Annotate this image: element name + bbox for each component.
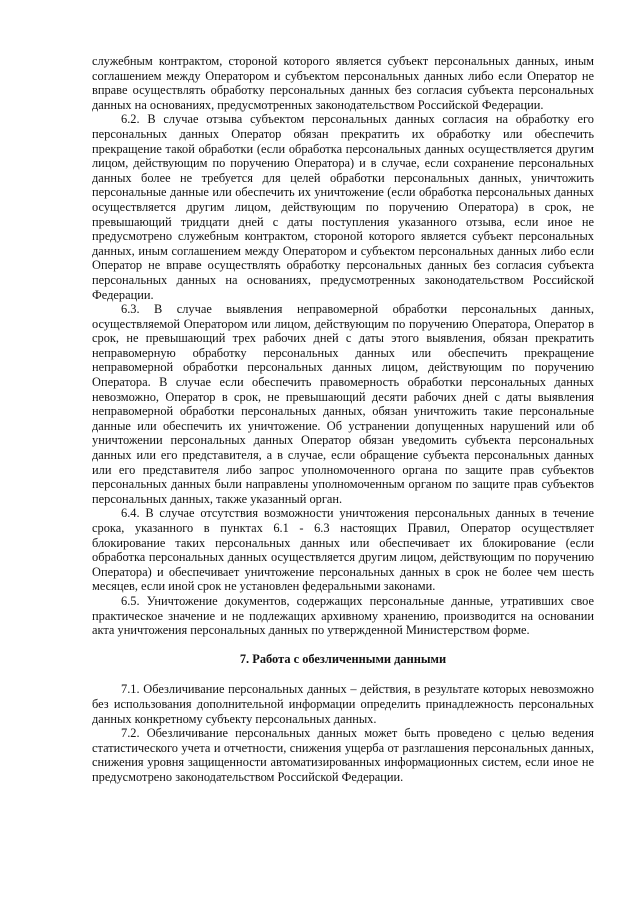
paragraph-6-4: 6.4. В случае отсутствия возможности уничтожения персональных данных в течение срока, указанного в пунктах 6.1 - 6.3 настоящих Правил, Оператор осуществляет блокирование таких персональных данных или обеспечивает их блокирование (если обработка персональных данных осуществляется другим лицом, действующим по поручению Оператора) и обеспечивает уничтожение персональных данных в срок не более чем шесть месяцев, если иной срок не установлен федеральными законами. [92, 506, 594, 594]
paragraph-6-5: 6.5. Уничтожение документов, содержащих персональные данные, утративших свое практическое значение и не подлежащих архивному хранению, производится на основании акта уничтожения персональных данных по утвержденной Министерством форме. [92, 593, 594, 638]
paragraph-7-2: 7.2. Обезличивание персональных данных может быть проведено с целью ведения статистического учета и отчетности, снижения ущерба от разглашения персональных данных, снижения уровня защищенности автоматизированных информационных систем, если иное не предусмотрено законодательством Российской Федерации. [92, 726, 594, 784]
paragraph-6-3: 6.3. В случае выявления неправомерной обработки персональных данных, осуществляемой Оператором или лицом, действующим по поручению Оператора, Оператор в срок, не превышающий трех рабочих дней с даты этого выявления, обязан прекратить неправомерную обработку персональных данных или обеспечить прекращение неправомерной обработки персональных данных лицом, действующим по поручению Оператора. В случае если обеспечить правомерность обработки персональных данных невозможно, Оператор в срок, не превышающий десяти рабочих дней с даты выявления неправомерной обработки персональных данных, обязан уничтожить такие персональные данные или обеспечить их уничтожение. Об устранении допущенных нарушений или об уничтожении персональных данных Оператор обязан уведомить субъекта персональных данных или его представителя, а в случае, если обращение субъекта персональных данных или его представителя либо запрос уполномоченного органа по защите прав субъектов персональных данных были направлены уполномоченным органом по защите прав субъектов персональных данных, также указанный орган. [92, 302, 594, 506]
paragraph-7-1: 7.1. Обезличивание персональных данных – действия, в результате которых невозможно без использования дополнительной информации определить принадлежность персональных данных конкретному субъекту персональных данных. [92, 682, 594, 726]
section-heading: 7. Работа с обезличенными данными [239, 651, 447, 666]
document-body [92, 54, 594, 785]
paragraph-6-2: 6.2. В случае отзыва субъектом персональных данных согласия на обработку его персональных данных Оператор обязан прекратить их обработку или обеспечить прекращение такой обработки (если обработка персональных данных осуществляется другим лицом, действующим по поручению Оператора) и в случае, если сохранение персональных данных более не требуется для целей обработки персональных данных, уничтожить персональные данные или обеспечить их уничтожение (если обработка персональных данных осуществляется другим лицом, действующим по поручению Оператора) в срок, не превышающий тридцати дней с даты поступления указанного отзыва, если иное не предусмотрено служебным контрактом, стороной которого является субъект персональных данных, иным соглашением между Оператором и субъектом персональных данных либо если Оператор не вправе осуществлять обработку персональных данных без согласия субъекта персональных данных на основаниях, предусмотренных законодательством Российской Федерации. [92, 112, 594, 302]
paragraph-continuation: служебным контрактом, стороной которого является субъект персональных данных, иным соглашением между Оператором и субъектом персональных данных либо если Оператор не вправе осуществлять обработку персональных данных без согласия субъекта персональных данных на основаниях, предусмотренных законодательством Российской Федерации. [92, 54, 594, 112]
